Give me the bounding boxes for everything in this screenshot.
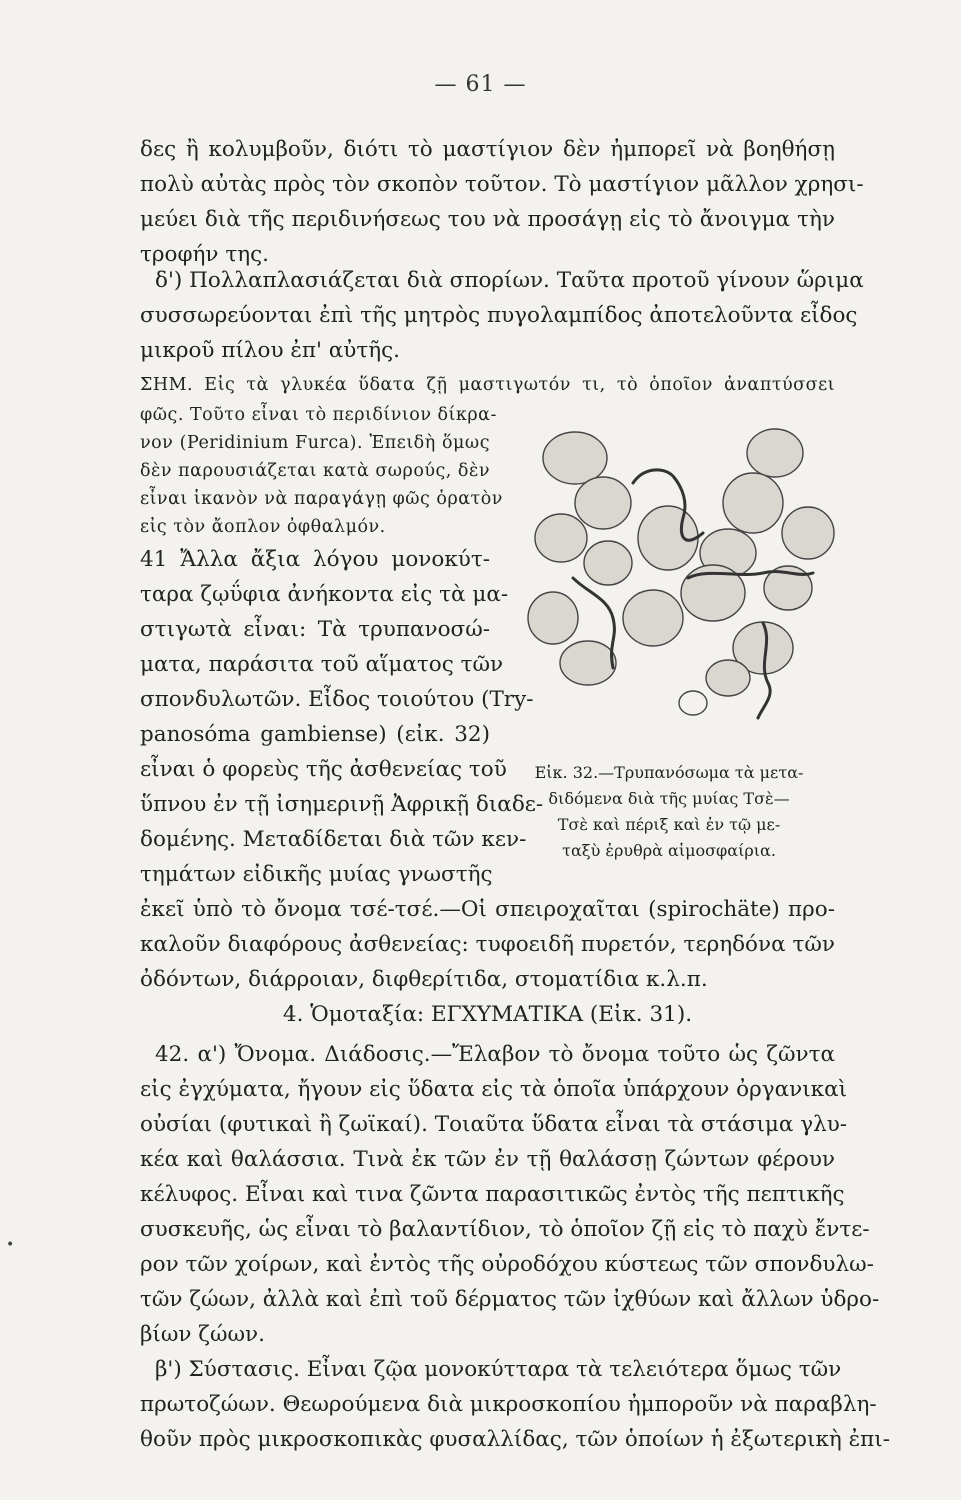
red-blood-cell bbox=[528, 592, 578, 644]
text-line: panosóma gambiense) (εἰκ. 32) bbox=[140, 722, 490, 747]
text-line: συσσωρεύονται ἐπὶ τῆς μητρὸς πυγολαμπίδος ἀποτελοῦντα εἶδος bbox=[140, 303, 858, 328]
section-heading: 4. Ὁμοταξία: ΕΓΧΥΜΑΤΙΚΑ (Εἰκ. 31). bbox=[282, 1002, 693, 1027]
text-line: πολὺ αὐτὰς πρὸς τὸν σκοπὸν τοῦτον. Τὸ μαστίγιον μᾶλλον χρησι- bbox=[140, 172, 864, 197]
red-blood-cell bbox=[543, 432, 607, 484]
figure-caption-line: Τσὲ καὶ πέριξ καὶ ἐν τῷ με- bbox=[557, 815, 781, 834]
note-line: δὲν παρουσιάζεται κατὰ σωρούς, δὲν bbox=[140, 461, 490, 481]
red-blood-cell bbox=[638, 506, 698, 570]
text-line: στιγωτὰ εἶναι: Τὰ τρυπανοσώ- bbox=[140, 617, 490, 642]
text-line: σπονδυλωτῶν. Εἶδος τοιούτου (Try- bbox=[140, 687, 534, 712]
text-line: κέλυφος. Εἶναι καὶ τινα ζῶντα παρασιτικῶς ἐντὸς τῆς πεπτικῆς bbox=[140, 1182, 845, 1207]
text-line: εἶναι ὁ φορεὺς τῆς ἀσθενείας τοῦ bbox=[140, 757, 507, 782]
text-line: ὀδόντων, διάρροιαν, διφθερίτιδα, στοματίδια κ.λ.π. bbox=[140, 967, 708, 992]
note-line: ΣΗΜ. Εἰς τὰ γλυκέα ὕδατα ζῇ μαστιγωτόν τι, τὸ ὁποῖον ἀναπτύσσει bbox=[140, 375, 835, 395]
red-blood-cell bbox=[782, 507, 834, 559]
text-line: τημάτων εἰδικῆς μυίας γνωστῆς bbox=[140, 862, 493, 887]
text-line: μεύει διὰ τῆς περιδινήσεως του νὰ προσάγῃ εἰς τὸ ἄνοιγμα τὴν bbox=[140, 207, 835, 232]
text-line: δ') Πολλαπλασιάζεται διὰ σπορίων. Ταῦτα προτοῦ γίνουν ὥριμα bbox=[155, 268, 864, 293]
text-line: τῶν ζώων, ἀλλὰ καὶ ἐπὶ τοῦ δέρματος τῶν ἰχθύων καὶ ἄλλων ὑδρο- bbox=[140, 1287, 880, 1312]
red-blood-cell bbox=[560, 641, 616, 685]
page-number: — 61 — bbox=[434, 72, 527, 97]
text-line: πρωτοζώων. Θεωρούμενα διὰ μικροσκοπίου ἠμποροῦν νὰ παραβλη- bbox=[140, 1392, 877, 1417]
figure-caption-line: Εἰκ. 32.—Τρυπανόσωμα τὰ μετα- bbox=[534, 763, 804, 782]
text-line: ἐκεῖ ὑπὸ τὸ ὄνομα τσέ-τσέ.—Οἱ σπειροχαῖται (spirochäte) προ- bbox=[140, 897, 835, 922]
red-blood-cell bbox=[679, 691, 707, 715]
text-line: 42. α') Ὄνομα. Διάδοσις.—Ἔλαβον τὸ ὄνομα τοῦτο ὡς ζῶντα bbox=[155, 1042, 835, 1067]
text-line: δες ἢ κολυμβοῦν, διότι τὸ μαστίγιον δὲν ἠμπορεῖ νὰ βοηθήσῃ bbox=[140, 137, 835, 162]
red-blood-cell bbox=[623, 590, 683, 646]
note-line: εἰς τὸν ἄοπλον ὀφθαλμόν. bbox=[140, 517, 386, 537]
red-blood-cell bbox=[584, 541, 632, 585]
red-blood-cell bbox=[747, 429, 803, 477]
text-line: συσκευῆς, ὡς εἶναι τὸ βαλαντίδιον, τὸ ὁποῖον ζῇ εἰς τὸ παχὺ ἔντε- bbox=[140, 1217, 870, 1242]
text-line: 41 Ἄλλα ἄξια λόγου μονοκύτ- bbox=[140, 547, 490, 572]
margin-mark: • bbox=[6, 1237, 15, 1253]
text-line: μικροῦ πίλου ἐπ' αὐτῆς. bbox=[140, 338, 401, 363]
text-line: βίων ζώων. bbox=[140, 1322, 265, 1347]
note-line: εἶναι ἱκανὸν νὰ παραγάγῃ φῶς ὁρατὸν bbox=[140, 489, 503, 509]
text-line: τροφήν της. bbox=[140, 242, 269, 267]
text-line: ματα, παράσιτα τοῦ αἵματος τῶν bbox=[140, 652, 504, 677]
red-blood-cell bbox=[706, 660, 750, 696]
text-line: δομένης. Μεταδίδεται διὰ τῶν κεν- bbox=[140, 827, 527, 852]
text-line: οὐσίαι (φυτικαὶ ἢ ζωϊκαί). Τοιαῦτα ὕδατα εἶναι τὰ στάσιμα γλυ- bbox=[140, 1112, 848, 1137]
text-line: θοῦν πρὸς μικροσκοπικὰς φυσαλλίδας, τῶν ὁποίων ἡ ἐξωτερικὴ ἐπι- bbox=[140, 1427, 890, 1452]
text-line: κέα καὶ θαλάσσια. Τινὰ ἐκ τῶν ἐν τῇ θαλάσσῃ ζώντων φέρουν bbox=[140, 1147, 835, 1172]
red-blood-cell bbox=[575, 477, 631, 529]
text-line: ρον τῶν χοίρων, καὶ ἐντὸς τῆς οὐροδόχου κύστεως τῶν σπονδυλω- bbox=[140, 1252, 874, 1277]
text-line: ὕπνου ἐν τῇ ἰσημερινῇ Ἀφρικῇ διαδε- bbox=[140, 792, 544, 817]
figure-caption-line: διδόμενα διὰ τῆς μυίας Τσὲ— bbox=[548, 789, 790, 808]
text-line: β') Σύστασις. Εἶναι ζῷα μονοκύτταρα τὰ τελειότερα ὅμως τῶν bbox=[155, 1357, 842, 1382]
trypanosoma-figure bbox=[513, 428, 838, 738]
text-line: καλοῦν διαφόρους ἀσθενείας: τυφοειδῆ πυρετόν, τερηδόνα τῶν bbox=[140, 932, 835, 957]
note-line: φῶς. Τοῦτο εἶναι τὸ περιδίνιον δίκρα- bbox=[140, 405, 497, 425]
note-line: νον (Peridinium Furca). Ἐπειδὴ ὅμως bbox=[140, 433, 490, 453]
text-line: εἰς ἐγχύματα, ἤγουν εἰς ὕδατα εἰς τὰ ὁποῖα ὑπάρχουν ὀργανικαὶ bbox=[140, 1077, 848, 1102]
red-blood-cell bbox=[723, 473, 783, 533]
red-blood-cell bbox=[535, 514, 587, 562]
text-line: ταρα ζῳΰφια ἀνήκοντα εἰς τὰ μα- bbox=[140, 582, 509, 607]
figure-caption-line: ταξὺ ἐρυθρὰ αἱμοσφαίρια. bbox=[562, 841, 776, 860]
